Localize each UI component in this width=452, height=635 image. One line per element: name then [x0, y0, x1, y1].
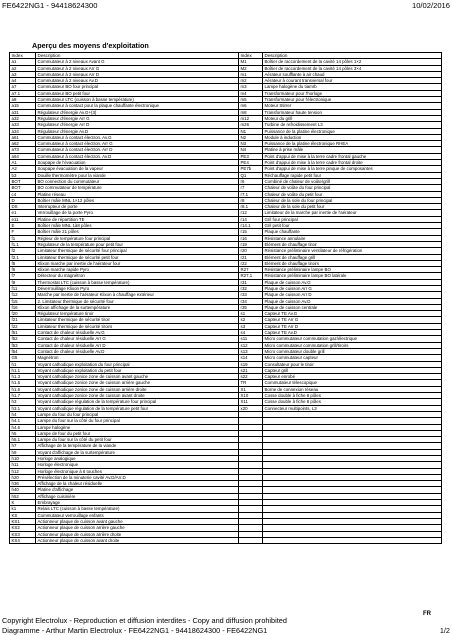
header-index-left: Index: [10, 53, 36, 59]
cell-description-left: Lampe du four sur la côté du four principal: [36, 418, 239, 424]
cell-description-left: BO commutateur de température: [36, 185, 239, 191]
cell-description-right: Limitateur de la marche par inertie de l'aérateur: [263, 210, 442, 216]
cell-index-left: h7: [10, 443, 36, 449]
cell-description-left: Voyant d'affichage de la surtempérature: [36, 449, 239, 455]
cell-description-left: Voyant cathodique exploitation du petit four: [36, 367, 239, 373]
cell-description-left: Verrouillage de la porte Pyro: [36, 210, 239, 216]
cell-description-right: Résistance préliminaire lampe BO latérale: [263, 273, 442, 279]
cell-description-right: Résistance annulaire: [263, 235, 442, 241]
cell-description-right: Elément de chauffage tiroirs: [263, 260, 442, 266]
components-table-wrapper: [9, 52, 441, 588]
cell-index-left: e11: [10, 216, 36, 222]
cell-index-left: f1.1: [10, 241, 36, 247]
cell-index-right: N2: [239, 134, 263, 140]
cell-index-left: f2: [10, 248, 36, 254]
cell-description-right: Chaleur de voûte du four principal: [263, 185, 442, 191]
cell-description-right: Gril four principal: [263, 216, 442, 222]
cell-description-right: Capteur TE Arr G: [263, 317, 442, 323]
cell-description-right: Boîtier de raccordement de la cavité 14 pôles 1×2: [263, 59, 442, 65]
cell-index-left: h5: [10, 430, 36, 436]
cell-description-left: Actionneur plaque de cuisson avant droite: [36, 537, 239, 543]
cell-description-left: Détecteur du magnétron: [36, 273, 239, 279]
cell-index-right: r12: [239, 210, 263, 216]
cell-description-right: Plaque de cuisson centrale: [263, 304, 442, 310]
cell-index-right: m5: [239, 97, 263, 103]
header-document-id: FE6422NG1 - 94418624300: [2, 1, 97, 10]
cell-index-left: f54: [10, 348, 36, 354]
cell-description-left: Commutateur à contact électron. Av.D: [36, 153, 239, 159]
cell-description-left: Commutateur à 2 niveaux Arr G: [36, 65, 239, 71]
page-title: Aperçu des moyens d'exploitation: [32, 41, 149, 50]
cell-index-right: r32: [239, 285, 263, 291]
cell-index-left: f15: [10, 298, 36, 304]
cell-description-left: Régulateur de la température pour petit four: [36, 241, 239, 247]
cell-description-right: Chaleur de la sole du four principal: [263, 197, 442, 203]
header-date: 10/02/2016: [412, 1, 450, 10]
cell-index-right: s3: [239, 323, 263, 329]
cell-index-left: f5: [10, 260, 36, 266]
cell-index-right: [239, 537, 263, 543]
cell-index-right: X1: [239, 386, 263, 392]
cell-description-left: Affichage de la chaleur résiduelle: [36, 481, 239, 487]
cell-description-left: Commutateur BO four principal: [36, 84, 239, 90]
cell-description-right: Capteur TE Av.D: [263, 330, 442, 336]
cell-index-left: a7: [10, 84, 36, 90]
cell-description-left: Régulateur température tiroir: [36, 311, 239, 317]
cell-description-right: Turbine de refroidissement L3: [263, 122, 442, 128]
cell-description-left: Lampe du four du four principal: [36, 411, 239, 417]
cell-description-left: Présélection de la minuterie cavité Av.D/Arr.D: [36, 474, 239, 480]
components-table: [9, 52, 442, 544]
cell-description-left: Contact de chaleur résiduelle Arr D: [36, 342, 239, 348]
cell-index-left: f8: [10, 279, 36, 285]
cell-description-left: Limitateur thermique de sécurité petit four: [36, 254, 239, 260]
cell-description-left: Lampe du four sur la côté du petit four: [36, 437, 239, 443]
cell-index-left: h40: [10, 487, 36, 493]
cell-index-left: h1.5: [10, 380, 36, 386]
cell-description-right: Moteur du grill: [263, 115, 442, 121]
cell-index-left: E: [10, 223, 36, 229]
cell-description-left: Horloge électronique à 6 touches: [36, 468, 239, 474]
cell-index-right: r7: [239, 185, 263, 191]
cell-index-left: D: [10, 197, 36, 203]
cell-description-right: Puissance de la platine électronique: [263, 128, 442, 134]
cell-index-left: h1.6: [10, 386, 36, 392]
cell-index-right: M1: [239, 59, 263, 65]
language-code: FR: [423, 611, 431, 617]
footer-page-number: 1/2: [440, 626, 450, 635]
cell-description-right: Micro commutateur capteur: [263, 355, 442, 361]
cell-description-left: Platine réseau: [36, 191, 239, 197]
footer-copyright: Copyright Electrolux - Reproduction et diffusion interdites - Copy and diffusion prohibited: [2, 616, 450, 626]
cell-description-left: Régulateur d'énergie Arr D: [36, 122, 239, 128]
cell-index-right: r16: [239, 235, 263, 241]
cell-index-left: f52: [10, 336, 36, 342]
cell-description-left: Klixon affichage de la surtempérature: [36, 304, 239, 310]
cell-index-left: f11: [10, 285, 36, 291]
cell-index-right: r8.1: [239, 204, 263, 210]
header-index-right: Index: [239, 53, 263, 59]
cell-index-left: f51: [10, 330, 36, 336]
cell-index-left: h1.3: [10, 374, 36, 380]
cell-index-left: b3: [10, 172, 36, 178]
cell-description-left: Interrupteur de porte: [36, 204, 239, 210]
cell-description-left: Actionneur plaque de cuisson arrière droite: [36, 531, 239, 537]
cell-description-left: Lampe de four du petit four: [36, 430, 239, 436]
cell-description-right: Résistance préliminaire lampe BO: [263, 267, 442, 273]
cell-description-left: Affichage de la température de la viande: [36, 443, 239, 449]
cell-index-right: m12: [239, 115, 263, 121]
cell-index-left: a64: [10, 153, 36, 159]
cell-description-left: Commutateur LTC (cuisson à basse température): [36, 97, 239, 103]
cell-index-right: r8: [239, 197, 263, 203]
cell-description-left: Embrayage: [36, 500, 239, 506]
cell-index-left: KS: [10, 512, 36, 518]
cell-index-right: m26: [239, 122, 263, 128]
cell-description-left: Boîtier mâle 21 pôles: [36, 229, 239, 235]
cell-index-right: r22: [239, 260, 263, 266]
cell-description-left: Commutateur à contact pour la plaque chauffante électronique: [36, 103, 239, 109]
cell-index-left: KS2: [10, 525, 36, 531]
cell-description-left: Contact de chaleur résiduelle Av.D: [36, 348, 239, 354]
cell-description-left: Commutateur à contact électron. Av.G: [36, 134, 239, 140]
cell-index-right: s19: [239, 361, 263, 367]
cell-description-right: Aérateur soufflante à air chaud: [263, 71, 442, 77]
cell-description-left: Klixon marche rapide Pyro: [36, 267, 239, 273]
cell-index-right: m2: [239, 78, 263, 84]
cell-description-right: Plaque de cuisson Av.G: [263, 279, 442, 285]
cell-index-left: a33: [10, 122, 36, 128]
cell-index-right: m3: [239, 84, 263, 90]
cell-description-left: Relais LTC (cuisson à basse température): [36, 506, 239, 512]
cell-index-right: r21: [239, 254, 263, 260]
cell-description-right: Capteur grill: [263, 367, 442, 373]
cell-index-right: s2: [239, 317, 263, 323]
cell-description-right: Chaleur de voûte du petit four: [263, 191, 442, 197]
cell-index-left: f2.1: [10, 254, 36, 260]
cell-index-left: A2: [10, 166, 36, 172]
cell-index-right: r33: [239, 292, 263, 298]
cell-index-left: f21: [10, 317, 36, 323]
cell-description-right: Capteur enrobé: [263, 374, 442, 380]
cell-description-right: Chaleur de la sole du petit four: [263, 204, 442, 210]
cell-index-right: R27.1: [239, 273, 263, 279]
cell-index-left: KS4: [10, 537, 36, 543]
cell-index-left: f20: [10, 311, 36, 317]
cell-index-left: f53: [10, 342, 36, 348]
cell-index-right: r7.1: [239, 191, 263, 197]
cell-index-right: N1: [239, 128, 263, 134]
cell-index-right: Q1: [239, 172, 263, 178]
cell-description-right: Plaque de cuisson Arr G: [263, 285, 442, 291]
cell-description-right: Module à induction: [263, 134, 442, 140]
cell-index-right: x20: [239, 405, 263, 411]
cell-index-right: s11: [239, 336, 263, 342]
cell-index-left: f6: [10, 267, 36, 273]
cell-index-left: h5.1: [10, 437, 36, 443]
cell-description-right: Réchauffage rapide petit four: [263, 172, 442, 178]
cell-description-left: Voyant cathodique exploitation du four principal: [36, 361, 239, 367]
cell-description-left: Boîtier mâle MNL 1×12 pôles: [36, 197, 239, 203]
cell-index-right: N4: [239, 147, 263, 153]
cell-description-left: Boîtier mâle MNL 1à8 pôles: [36, 223, 239, 229]
cell-index-right: s14: [239, 355, 263, 361]
cell-index-right: s21: [239, 367, 263, 373]
cell-description-left: Régulateur d'énergie Av.G+(3): [36, 109, 239, 115]
cell-description-left: Voyant cathodique zonice zone de cuisson arrière droite: [36, 386, 239, 392]
cell-description-left: Soupape évacuation de la vapeur: [36, 166, 239, 172]
cell-index-left: h52: [10, 493, 36, 499]
cell-description-left: Commutateur verrouillage enfants: [36, 512, 239, 518]
cell-index-left: a4: [10, 78, 36, 84]
cell-description-right: Puissance de la platine électronique RHEA: [263, 141, 442, 147]
cell-index-left: a34: [10, 128, 36, 134]
cell-description-right: Connecteur multipoints, L3: [263, 405, 442, 411]
cell-description-left: Horloge électronique: [36, 462, 239, 468]
cell-index-left: F: [10, 229, 36, 235]
cell-description-left: Platine d'affichage: [36, 487, 239, 493]
cell-description-left: Régulateur d'énergie Arr G: [36, 115, 239, 121]
cell-index-left: a32: [10, 115, 36, 121]
cell-description-left: BO connection du commutateur: [36, 178, 239, 184]
cell-description-left: Magnétron: [36, 355, 239, 361]
cell-index-left: f16: [10, 304, 36, 310]
cell-description-right: Consultateur pour le tiroir: [263, 361, 442, 367]
cell-index-right: m6: [239, 103, 263, 109]
cell-description-left: Horloge analogique: [36, 456, 239, 462]
cell-index-right: s4: [239, 330, 263, 336]
cell-description-left: Affichage cuisinière: [36, 493, 239, 499]
cell-index-left: h3: [10, 399, 36, 405]
cell-index-left: h3.1: [10, 405, 36, 411]
cell-index-left: h10: [10, 456, 36, 462]
cell-index-left: KS3: [10, 531, 36, 537]
cell-description-left: Platine de répartition TE: [36, 216, 239, 222]
cell-description-right: Micro commutateur commutation gaz/électrique: [263, 336, 442, 342]
cell-index-right: s1: [239, 311, 263, 317]
cell-description-right: Elément de chauffage tiroir: [263, 241, 442, 247]
cell-index-right: r14.1: [239, 223, 263, 229]
cell-index-left: f22: [10, 323, 36, 329]
cell-index-right: PE3: [239, 153, 263, 159]
cell-description-right: Capteur TE Arr D: [263, 323, 442, 329]
cell-index-left: K: [10, 500, 36, 506]
cell-index-right: s22: [239, 374, 263, 380]
cell-description-right: Boîtier de raccordement de la cavité 14 pôles 3×4: [263, 65, 442, 71]
cell-description-right: Commutateur télescopique: [263, 380, 442, 386]
cell-index-left: a1: [10, 59, 36, 65]
cell-index-right: X10: [239, 393, 263, 399]
cell-index-left: a7.1: [10, 90, 36, 96]
cell-description-left: Commutateur à contact électron. Arr D: [36, 147, 239, 153]
cell-description-left: Limitateur thermique de sécurité tiroirs: [36, 323, 239, 329]
cell-description-right: Combiné de chaleur de voûte/grill: [263, 178, 442, 184]
cell-index-left: h11: [10, 462, 36, 468]
cell-description-left: Limitateur thermique de sécurité four principal: [36, 248, 239, 254]
cell-description-left: Régleur de température four principal: [36, 235, 239, 241]
cell-description-right: Résistance préliminaire ventilateur de réfrigération: [263, 248, 442, 254]
cell-description-left: Commutateur BO petit four: [36, 90, 239, 96]
cell-index-left: f12: [10, 292, 36, 298]
cell-index-right: r15: [239, 229, 263, 235]
cell-description-left: Voyant cathodique régulation de la température petit four: [36, 405, 239, 411]
cell-description-left: Contact de chaleur résiduelle Av.G: [36, 330, 239, 336]
cell-description-right: [263, 537, 442, 543]
cell-index-right: M2: [239, 65, 263, 71]
cell-index-left: a3: [10, 71, 36, 77]
cell-description-left: Actionneur plaque de cuisson avant gauche: [36, 518, 239, 524]
cell-index-right: TR: [239, 380, 263, 386]
cell-description-right: Lampe halogène du tiamrb: [263, 84, 442, 90]
cell-index-left: e1: [10, 210, 36, 216]
cell-description-left: Douille thermomètre pour la viande: [36, 172, 239, 178]
cell-description-left: Voyant cathodique zonice zone de cuisson avant droite: [36, 393, 239, 399]
cell-index-left: h4.6: [10, 424, 36, 430]
cell-description-right: Plaque chauffante: [263, 229, 442, 235]
cell-index-left: h9: [10, 449, 36, 455]
cell-description-right: Gril petit four: [263, 223, 442, 229]
header-description-left: Description: [36, 53, 239, 59]
cell-description-left: Lampe halogène: [36, 424, 239, 430]
cell-description-left: Commutateur à 2 niveaux Arr D: [36, 71, 239, 77]
cell-description-left: Commutateur à 2 niveaux Av.D: [36, 78, 239, 84]
cell-description-left: Voyant cathodique zonice zone de cuisson avant gauche: [36, 374, 239, 380]
cell-description-left: Soupape de l'évacuation: [36, 160, 239, 166]
cell-index-left: a62: [10, 141, 36, 147]
cell-description-right: Micro commutateur commutation grill/tiroirs: [263, 342, 442, 348]
cell-index-left: BOT: [10, 178, 36, 184]
table-row: [10, 537, 442, 543]
cell-index-left: f1: [10, 235, 36, 241]
cell-index-right: r14: [239, 216, 263, 222]
cell-description-left: Limitateur thermique de sécurité tiroir: [36, 317, 239, 323]
cell-description-left: Déverrouillage Klixon Pyro: [36, 285, 239, 291]
cell-index-left: k1: [10, 506, 36, 512]
cell-index-left: KS1: [10, 518, 36, 524]
cell-description-right: Point d'appui de mise à la terre cadre frontal gauche: [263, 153, 442, 159]
cell-description-left: Régulateur d'énergie Av.D: [36, 128, 239, 134]
cell-description-right: Cosse double à fiche 8 pôles: [263, 393, 442, 399]
cell-index-right: r35: [239, 304, 263, 310]
cell-description-left: Marche par inertie de l'aérateur Klixon à chauffage extérieur: [36, 292, 239, 298]
cell-description-right: Capteur TE Av.G: [263, 311, 442, 317]
cell-description-left: Actionneur plaque de cuisson arrière gauche: [36, 525, 239, 531]
cell-index-left: h1: [10, 361, 36, 367]
cell-index-right: s12: [239, 342, 263, 348]
cell-index-right: PE7b: [239, 166, 263, 172]
cell-description-right: Cosse double à fiche 8 pôles: [263, 399, 442, 405]
cell-description-left: Voyant cathodique régulation de la température four principal: [36, 399, 239, 405]
cell-description-right: Plaque de cuisson Av.D: [263, 298, 442, 304]
cell-index-left: f7: [10, 273, 36, 279]
cell-description-right: Plaque de cuisson Arr D: [263, 292, 442, 298]
cell-description-right: Micro commutateur double grill: [263, 348, 442, 354]
cell-description-right: Elément de chauffage grill: [263, 254, 442, 260]
cell-description-right: Transformateur pour l'électronique: [263, 97, 442, 103]
cell-index-left: A1: [10, 160, 36, 166]
cell-index-left: h4: [10, 411, 36, 417]
header-description-right: Description: [263, 53, 442, 59]
cell-index-right: R27: [239, 267, 263, 273]
cell-description-right: Platine à prise mâle: [263, 147, 442, 153]
cell-description-right: Moteur Stirrer: [263, 103, 442, 109]
page-footer: [2, 616, 450, 635]
footer-diagram-info: Diagramme - Arthur Martin Electrolux - FE6422NG1 - 94418624300 - FE6422NG1: [2, 626, 450, 635]
cell-description-right: Transformateur haute tension: [263, 109, 442, 115]
cell-description-left: Contact de chaleur résiduelle Arr G: [36, 336, 239, 342]
cell-index-left: BOT: [10, 185, 36, 191]
cell-index-left: h4.1: [10, 418, 36, 424]
cell-index-left: a73: [10, 147, 36, 153]
cell-index-left: h1.7: [10, 393, 36, 399]
cell-index-left: h20: [10, 474, 36, 480]
cell-index-right: X11: [239, 399, 263, 405]
cell-index-left: c4: [10, 191, 36, 197]
cell-index-right: r19: [239, 241, 263, 247]
cell-index-right: m4: [239, 90, 263, 96]
cell-index-left: h12: [10, 468, 36, 474]
cell-description-right: Transformateur pour l'horloge: [263, 90, 442, 96]
cell-index-right: r6: [239, 178, 263, 184]
cell-index-left: a2: [10, 65, 36, 71]
cell-index-right: N3: [239, 141, 263, 147]
cell-description-right: Aérateur à courant transversal four: [263, 78, 442, 84]
cell-index-left: a15: [10, 103, 36, 109]
cell-index-left: a31: [10, 109, 36, 115]
cell-index-left: DS: [10, 204, 36, 210]
cell-description-right: Point d'appui de mise à la terre cadre frontal droite: [263, 160, 442, 166]
cell-index-right: m8: [239, 109, 263, 115]
cell-index-left: h1.1: [10, 367, 36, 373]
table-body: [10, 59, 442, 544]
cell-index-left: a8: [10, 97, 36, 103]
cell-index-right: PE4: [239, 160, 263, 166]
cell-description-right: Point d'appui de mise à la terre pinque de composantes: [263, 166, 442, 172]
cell-index-right: s13: [239, 348, 263, 354]
cell-index-left: G5: [10, 355, 36, 361]
cell-index-right: r31: [239, 279, 263, 285]
page-header: [2, 1, 450, 12]
cell-index-right: r34: [239, 298, 263, 304]
cell-description-right: Borne de connexion réseau: [263, 386, 442, 392]
cell-description-left: Commutateur à contact électron. Arr G: [36, 141, 239, 147]
cell-index-right: r20: [239, 248, 263, 254]
cell-index-right: m1: [239, 71, 263, 77]
cell-description-left: Voyant cathodique zonice zone de cuisson arrière gauche: [36, 380, 239, 386]
cell-index-left: a61: [10, 134, 36, 140]
cell-description-left: Klixon marche par inertie de l'aérateur four: [36, 260, 239, 266]
cell-description-left: 2. Limitateur thermique de sécurité four: [36, 298, 239, 304]
cell-description-left: Thermostat LTC (cuisson à basse température): [36, 279, 239, 285]
cell-description-left: Commutateur à 2 niveaux Avant G: [36, 59, 239, 65]
cell-index-left: h36: [10, 481, 36, 487]
